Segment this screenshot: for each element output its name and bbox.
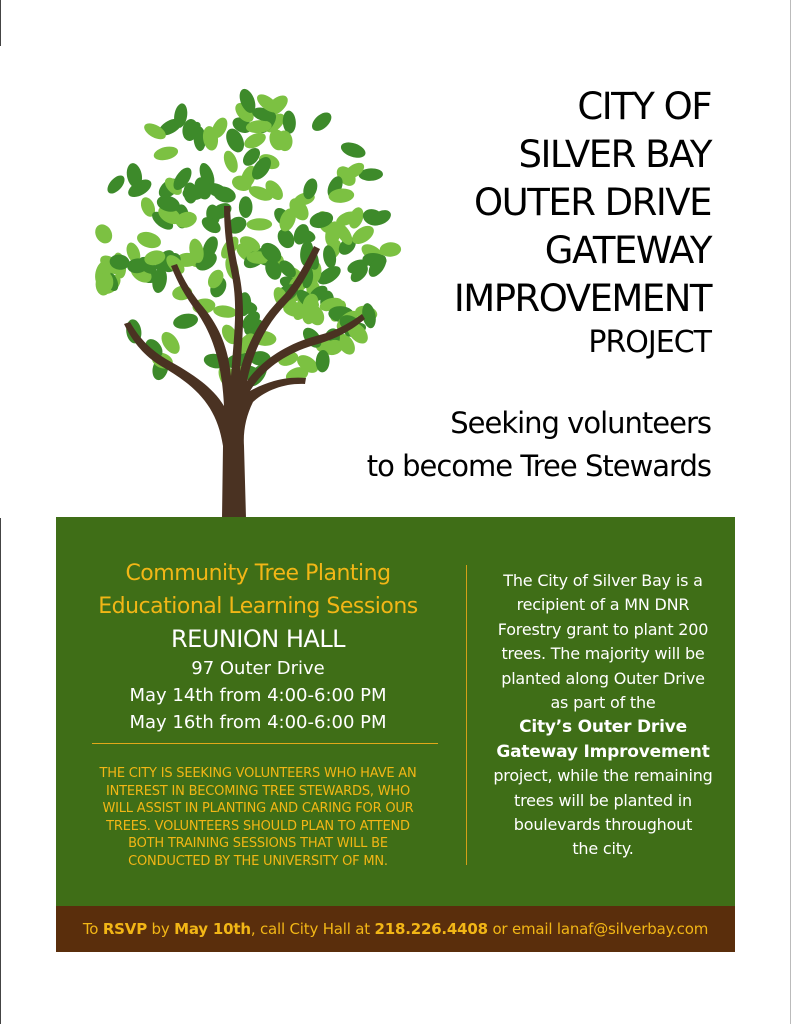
about-line: planted along Outer Drive <box>501 668 705 688</box>
notice-line: CONDUCTED BY THE UNIVERSITY OF MN. <box>128 853 388 869</box>
leaf <box>282 110 297 134</box>
notice-line: TREES. VOLUNTEERS SHOULD PLAN TO ATTEND <box>106 818 410 834</box>
about-bold-line: City’s Outer Drive <box>519 717 687 738</box>
notice-line: BOTH TRAINING SESSIONS THAT WILL BE <box>128 836 388 851</box>
notice-line: WILL ASSIST IN PLANTING AND CARING FOR OUR <box>102 801 414 816</box>
about-line: boulevards throughout <box>513 815 693 835</box>
about-line: trees. The majority will be <box>501 644 705 664</box>
notice-line: INTEREST IN BECOMING TREE STEWARDS, WHO <box>106 783 410 799</box>
rsvp-mid: , call City Hall at <box>250 920 375 938</box>
title-line-2: SILVER BAY <box>518 133 711 176</box>
venue-name: REUNION HALL <box>170 625 346 653</box>
about-bold-line: Gateway Improvement <box>496 741 710 762</box>
grant-description <box>476 569 730 862</box>
subtitle-line-2: to become Tree Stewards <box>366 449 711 483</box>
about-line: recipient of a MN DNR <box>516 595 690 615</box>
about-line: The City of Silver Bay is a <box>503 571 703 590</box>
frame-edge-left-top <box>0 0 1 46</box>
leaf <box>104 172 128 196</box>
leaf <box>212 304 237 319</box>
venue-address: 97 Outer Drive <box>191 658 325 679</box>
volunteer-headline <box>367 402 711 488</box>
vertical-divider <box>466 565 467 865</box>
notice-line: THE CITY IS SEEKING VOLUNTEERS WHO HAVE AN <box>99 766 417 781</box>
events-title-line-2: Educational Learning Sessions <box>98 594 418 619</box>
about-line: trees will be planted in <box>514 790 692 810</box>
leaf <box>221 149 240 175</box>
tree-illustration <box>86 86 402 518</box>
title-line-3: OUTER DRIVE <box>474 181 711 224</box>
rsvp-by: by <box>146 920 175 938</box>
leaf <box>239 196 253 218</box>
session-date-1: May 14th from 4:00-6:00 PM <box>129 685 387 706</box>
rsvp-deadline: May 10th <box>174 920 251 938</box>
about-line: project, while the remaining <box>493 766 713 786</box>
subtitle-line-1: Seeking volunteers <box>450 406 711 440</box>
rsvp-bar <box>56 906 735 952</box>
volunteer-notice <box>60 765 456 870</box>
project-title <box>453 85 711 360</box>
title-line-6: PROJECT <box>588 325 711 360</box>
rsvp-keyword: RSVP <box>102 920 147 938</box>
title-line-4: GATEWAY <box>544 229 711 272</box>
leaf <box>246 218 272 231</box>
title-line-1: CITY OF <box>577 85 711 128</box>
session-date-2: May 16th from 4:00-6:00 PM <box>129 712 387 733</box>
leaf <box>152 144 179 162</box>
leaf <box>92 221 116 246</box>
info-panel <box>56 517 735 906</box>
events-title-line-1: Community Tree Planting <box>125 561 391 586</box>
rsvp-pre: To <box>82 920 103 938</box>
about-line: as part of the <box>550 693 656 713</box>
frame-edge-left-bottom <box>0 518 1 1024</box>
events-section <box>56 557 460 736</box>
rsvp-phone[interactable]: 218.226.4408 <box>374 920 488 938</box>
about-line: Forestry grant to plant 200 <box>497 619 709 639</box>
about-line: the city. <box>572 839 634 859</box>
title-line-5: IMPROVEMENT <box>453 277 711 320</box>
leaf <box>339 140 368 161</box>
leaf <box>172 311 200 331</box>
rsvp-email[interactable]: or email lanaf@silverbay.com <box>487 920 709 938</box>
leaf <box>309 109 335 134</box>
horizontal-divider <box>92 743 438 744</box>
leaf <box>135 229 163 251</box>
